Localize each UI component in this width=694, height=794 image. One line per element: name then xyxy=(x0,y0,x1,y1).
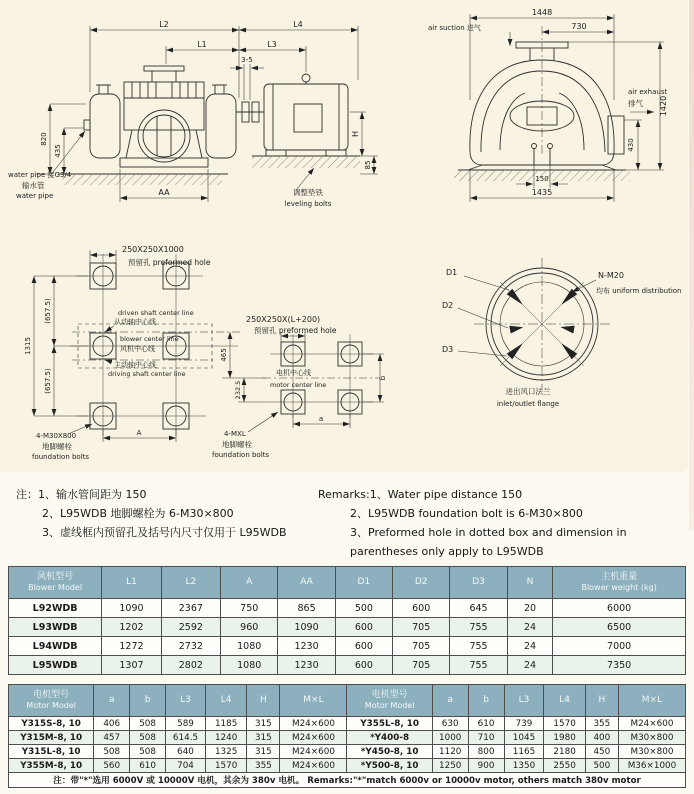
driven-shaft-line-label-en: driven shaft center line xyxy=(118,309,194,317)
flange-drawing xyxy=(400,248,692,412)
table-footnote: 注：带"*"选用 6000V 或 10000V 电机，其余为 380v 电机。 Remarks:"*"match 6000v or 10000v motor, others match 380v motor xyxy=(9,773,686,788)
table-cell: 1980 xyxy=(544,731,585,745)
column-header: 电机型号 Motor Model xyxy=(9,685,94,717)
table-cell: 1240 xyxy=(205,731,246,745)
notes-chinese xyxy=(16,486,318,562)
table-cell: 704 xyxy=(166,759,206,773)
end-view-structure xyxy=(454,26,630,181)
table-row xyxy=(9,656,686,675)
note-line: 3、虚线框内预留孔及括号内尺寸仅用于 L95WDB xyxy=(42,525,287,539)
table-cell: 2592 xyxy=(161,618,220,637)
table-cell: 450 xyxy=(585,745,618,759)
blower-center-line-label-cn: 风机中心线 xyxy=(120,345,155,353)
table-cell: 1570 xyxy=(205,759,246,773)
bolt-label-en: foundation bolts xyxy=(212,451,270,459)
dim-label: 3-5 xyxy=(241,56,253,64)
driving-shaft-line-label-cn: 主动轴中心线 xyxy=(114,361,156,369)
table-row xyxy=(9,717,686,731)
flange-labels xyxy=(442,268,681,408)
column-header: D3 xyxy=(450,567,507,599)
table-cell: *Y450-8, 10 xyxy=(347,745,432,759)
table-cell: 705 xyxy=(393,656,450,675)
table-cell: 600 xyxy=(393,599,450,618)
table-cell: 600 xyxy=(335,618,392,637)
column-header: H xyxy=(247,685,280,717)
column-header: A xyxy=(221,567,278,599)
table-cell: 457 xyxy=(94,731,130,745)
table-cell: 400 xyxy=(585,731,618,745)
motor-dimensions-table xyxy=(8,684,686,788)
dim-label: 1448 xyxy=(531,8,553,17)
table-cell: 24 xyxy=(507,618,553,637)
dim-label: a xyxy=(318,415,324,423)
table-cell: L94WDB xyxy=(9,637,102,656)
dim-label: 430 xyxy=(627,138,635,152)
table-cell: 1120 xyxy=(432,745,468,759)
table-cell: 739 xyxy=(504,717,544,731)
table-cell: 755 xyxy=(450,656,507,675)
dim-label: b xyxy=(379,375,387,381)
foundation-plan-drawing xyxy=(8,236,400,466)
table-row xyxy=(9,759,686,773)
dim-label: L2 xyxy=(159,20,169,29)
uniform-distribution-label: 均布 uniform distribution xyxy=(596,287,682,295)
table-cell: 7350 xyxy=(553,656,686,675)
note-line: Remarks:1、Water pipe distance 150 xyxy=(318,488,523,501)
water-pipe-label-en: water pipe xyxy=(16,192,54,200)
water-pipe-label-cn: 输水管 xyxy=(22,181,45,190)
table-cell: 705 xyxy=(393,618,450,637)
table-cell: 1230 xyxy=(278,637,335,656)
blower-end-view-drawing xyxy=(424,4,692,210)
table-cell: 900 xyxy=(468,759,504,773)
table-row xyxy=(9,618,686,637)
table-cell: Y315M-8, 10 xyxy=(9,731,94,745)
table-cell: 1325 xyxy=(205,745,246,759)
dim-label: L4 xyxy=(293,20,303,29)
hole-label: 预留孔 preformed hole xyxy=(128,258,211,267)
table-cell: 800 xyxy=(468,745,504,759)
table-row xyxy=(9,637,686,656)
table-cell: 508 xyxy=(94,745,130,759)
leveling-bolts-label-en: leveling bolts xyxy=(284,200,332,208)
column-header: H xyxy=(585,685,618,717)
air-exhaust-label-en: air exhaust xyxy=(628,88,668,96)
motor-center-line-label-en: motor center line xyxy=(270,381,327,389)
table-cell: 1090 xyxy=(102,599,161,618)
dim-label: L1 xyxy=(197,40,207,49)
table-cell: 755 xyxy=(450,637,507,656)
remarks-section xyxy=(16,486,682,562)
dim-label: 1435 xyxy=(531,188,553,197)
table-cell: Y315L-8, 10 xyxy=(9,745,94,759)
column-header: a xyxy=(432,685,468,717)
flange-structure xyxy=(474,258,610,390)
dim-label: AA xyxy=(158,188,170,197)
dim-label: 820 xyxy=(40,132,48,146)
table-cell: Y315S-8, 10 xyxy=(9,717,94,731)
table-cell: 630 xyxy=(432,717,468,731)
table-cell: 865 xyxy=(278,599,335,618)
table-cell: 2550 xyxy=(544,759,585,773)
table-cell: 1165 xyxy=(504,745,544,759)
side-view-structure xyxy=(58,66,360,185)
column-header: D1 xyxy=(335,567,392,599)
air-suction-label: air suction 进气 xyxy=(428,24,481,32)
table-cell: 20 xyxy=(507,599,553,618)
table-cell: 600 xyxy=(335,656,392,675)
dim-label: 1315 xyxy=(24,337,32,355)
table-cell: 315 xyxy=(247,745,280,759)
table-cell: *Y400-8 xyxy=(347,731,432,745)
column-header: L2 xyxy=(161,567,220,599)
table-cell: 610 xyxy=(468,717,504,731)
column-header: M×L xyxy=(618,685,685,717)
table-cell: 640 xyxy=(166,745,206,759)
d2-label: D2 xyxy=(442,301,454,310)
blower-dimensions-table xyxy=(8,566,686,675)
blower-center-line-label-en: blower center line xyxy=(120,335,179,343)
column-header: b xyxy=(468,685,504,717)
table-cell: L92WDB xyxy=(9,599,102,618)
column-header: L3 xyxy=(504,685,544,717)
column-header: a xyxy=(94,685,130,717)
table-cell: 1307 xyxy=(102,656,161,675)
table-cell: 500 xyxy=(585,759,618,773)
flange-caption-cn: 进出风口法兰 xyxy=(505,387,551,396)
column-header: L1 xyxy=(102,567,161,599)
bolt-spec-label: N-M20 xyxy=(598,271,624,280)
table-cell: 315 xyxy=(247,731,280,745)
driven-shaft-line-label-cn: 从动轴中心线 xyxy=(114,318,156,326)
bolt-spec-label: 4-MXL xyxy=(224,430,246,438)
table-cell: 500 xyxy=(335,599,392,618)
table-cell: 1000 xyxy=(432,731,468,745)
table-cell: Y355L-8, 10 xyxy=(347,717,432,731)
foundation-labels xyxy=(24,245,387,461)
dim-label: H xyxy=(351,130,360,138)
table-row xyxy=(9,731,686,745)
table-cell: 750 xyxy=(221,599,278,618)
column-header: N xyxy=(507,567,553,599)
blower-side-view-drawing xyxy=(6,6,386,236)
table-cell: 1185 xyxy=(205,717,246,731)
table-cell: 2367 xyxy=(161,599,220,618)
table-cell: 355 xyxy=(247,759,280,773)
column-header: M×L xyxy=(280,685,347,717)
table-cell: L95WDB xyxy=(9,656,102,675)
table-cell: 705 xyxy=(393,637,450,656)
column-header: 风机型号 Blower Model xyxy=(9,567,102,599)
dim-label: 150 xyxy=(535,175,549,183)
table-cell: 1080 xyxy=(221,656,278,675)
blower-foundation-structure xyxy=(70,254,243,436)
table-cell: 1250 xyxy=(432,759,468,773)
hole-spec-label: 250X250X(L+200) xyxy=(246,315,321,324)
notes-english xyxy=(318,486,682,562)
table-cell: M36×1000 xyxy=(618,759,685,773)
table-cell: 560 xyxy=(94,759,130,773)
table-cell: 315 xyxy=(247,717,280,731)
table-cell: 7000 xyxy=(553,637,686,656)
motor-center-line-label-cn: 电机中心线 xyxy=(276,369,311,377)
header-row xyxy=(9,685,686,717)
d1-label: D1 xyxy=(446,268,458,277)
column-header: AA xyxy=(278,567,335,599)
d3-label: D3 xyxy=(442,345,454,354)
note-line: 3、Preformed hole in dotted box and dimension in parentheses only apply to L95WDB xyxy=(350,525,627,558)
water-pipe-label: water pipe 接G3/4 xyxy=(8,171,72,179)
table-cell: 24 xyxy=(507,656,553,675)
dim-label: 435 xyxy=(54,144,62,158)
column-header: D2 xyxy=(393,567,450,599)
dim-label: 1420 xyxy=(659,95,668,117)
leveling-bolts-label-cn: 调整垫铁 xyxy=(293,188,323,197)
bolt-label-cn: 地脚螺栓 xyxy=(42,442,72,451)
table-cell: 645 xyxy=(450,599,507,618)
table-footnote-row xyxy=(9,773,686,788)
dim-label: 232.5 xyxy=(234,380,242,400)
table-cell: 755 xyxy=(450,618,507,637)
hole-spec-label: 250X250X1000 xyxy=(122,245,184,254)
column-header: L4 xyxy=(205,685,246,717)
table-cell: 1202 xyxy=(102,618,161,637)
table-cell: 1080 xyxy=(221,637,278,656)
dim-label: A xyxy=(136,429,142,437)
table-cell: 589 xyxy=(166,717,206,731)
table-cell: 1230 xyxy=(278,656,335,675)
table-cell: 406 xyxy=(94,717,130,731)
dim-label: (657.5) xyxy=(44,368,52,394)
table-cell: 1045 xyxy=(504,731,544,745)
table-cell: 1272 xyxy=(102,637,161,656)
table-cell: 1570 xyxy=(544,717,585,731)
table-cell: M24×600 xyxy=(618,717,685,731)
table-cell: 355 xyxy=(585,717,618,731)
end-view-labels xyxy=(428,8,668,197)
column-header: L3 xyxy=(166,685,206,717)
header-row xyxy=(9,567,686,599)
table-cell: M24×600 xyxy=(280,759,347,773)
table-row xyxy=(9,745,686,759)
table-cell: 508 xyxy=(130,717,166,731)
table-cell: M30×800 xyxy=(618,745,685,759)
dim-label: 85 xyxy=(364,160,372,170)
table-cell: 24 xyxy=(507,637,553,656)
driving-shaft-line-label-en: driving shaft center line xyxy=(108,370,186,378)
table-cell: M24×600 xyxy=(280,731,347,745)
column-header: L4 xyxy=(544,685,585,717)
table-cell: L93WDB xyxy=(9,618,102,637)
table-row xyxy=(9,599,686,618)
table-cell: 1090 xyxy=(278,618,335,637)
column-header: b xyxy=(130,685,166,717)
column-header: 电机型号 Motor Model xyxy=(347,685,432,717)
table-cell: 508 xyxy=(130,745,166,759)
table-cell: 614.5 xyxy=(166,731,206,745)
dim-label: L3 xyxy=(267,40,277,49)
note-line: 注：1、输水管间距为 150 xyxy=(16,488,147,501)
flange-leader-lines xyxy=(458,276,596,356)
note-line: 2、L95WDB 地脚螺栓为 6-M30×800 xyxy=(42,506,234,520)
table-cell: 6000 xyxy=(553,599,686,618)
table-cell: 508 xyxy=(130,731,166,745)
table-cell: 610 xyxy=(130,759,166,773)
table-cell: 1350 xyxy=(504,759,544,773)
dim-label: 465 xyxy=(220,348,228,362)
table-cell: M24×600 xyxy=(280,717,347,731)
note-line: 2、L95WDB foundation bolt is 6-M30×800 xyxy=(350,506,583,520)
table-cell: 2802 xyxy=(161,656,220,675)
bolt-spec-label: 4-M30X800 xyxy=(36,432,77,440)
table-cell: *Y500-8, 10 xyxy=(347,759,432,773)
table-cell: 6500 xyxy=(553,618,686,637)
table-cell: 960 xyxy=(221,618,278,637)
column-header: 主机重量 Blower weight (kg) xyxy=(553,567,686,599)
hole-label: 预留孔 preformed hole xyxy=(254,326,337,335)
table-cell: 2732 xyxy=(161,637,220,656)
table-cell: M24×600 xyxy=(280,745,347,759)
table-cell: Y355M-8, 10 xyxy=(9,759,94,773)
bolt-label-en: foundation bolts xyxy=(32,453,90,461)
flange-caption-en: inlet/outlet flange xyxy=(496,400,560,408)
bolt-label-cn: 地脚螺栓 xyxy=(222,440,252,449)
dim-label: (657.5) xyxy=(44,298,52,324)
table-cell: 710 xyxy=(468,731,504,745)
dim-label: 730 xyxy=(571,22,587,31)
table-cell: 600 xyxy=(335,637,392,656)
table-cell: M30×800 xyxy=(618,731,685,745)
table-cell: 2180 xyxy=(544,745,585,759)
air-exhaust-label-cn: 排气 xyxy=(628,99,643,108)
